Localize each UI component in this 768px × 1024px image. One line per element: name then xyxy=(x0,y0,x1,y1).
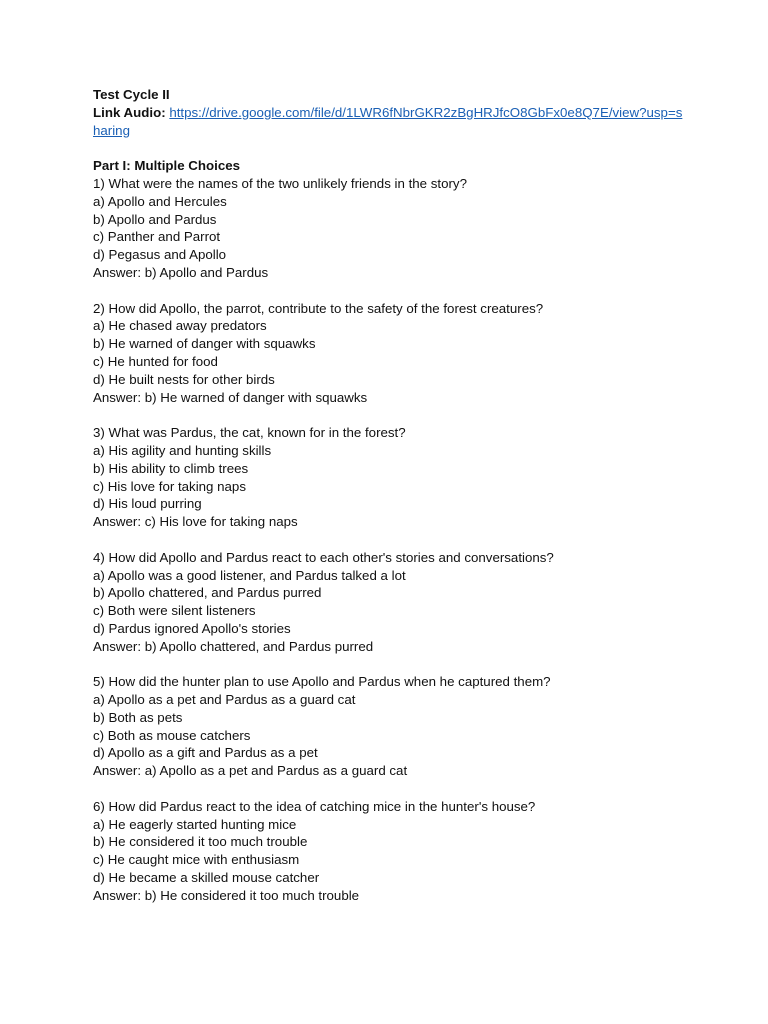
option-c: c) He caught mice with enthusiasm xyxy=(93,852,300,868)
option-d: d) He became a skilled mouse catcher xyxy=(93,870,320,886)
option-b: b) He warned of danger with squawks xyxy=(93,336,316,352)
spacer xyxy=(93,282,683,300)
option-d: d) Pardus ignored Apollo's stories xyxy=(93,620,291,636)
question-text: 5) How did the hunter plan to use Apollo and Pardus when he captured them? xyxy=(93,674,551,690)
option-d: d) His loud purring xyxy=(93,496,202,512)
document-title: Test Cycle II xyxy=(93,87,170,102)
option-a: a) Apollo as a pet and Pardus as a guard cat xyxy=(93,692,356,708)
question-text: 1) What were the names of the two unlikely friends in the story? xyxy=(93,175,467,191)
option-c: c) He hunted for food xyxy=(93,353,218,369)
option-a: a) He eagerly started hunting mice xyxy=(93,816,297,832)
spacer xyxy=(93,531,683,549)
option-a: a) He chased away predators xyxy=(93,318,267,334)
question-block-3 xyxy=(93,424,683,531)
option-b: b) His ability to climb trees xyxy=(93,460,249,476)
question-text: 3) What was Pardus, the cat, known for in the forest? xyxy=(93,425,406,441)
question-text: 6) How did Pardus react to the idea of catching mice in the hunter's house? xyxy=(93,798,536,814)
question-block-2 xyxy=(93,300,683,407)
answer-text: Answer: c) His love for taking naps xyxy=(93,514,298,530)
option-b: b) Both as pets xyxy=(93,709,183,725)
question-block-4 xyxy=(93,549,683,656)
spacer xyxy=(93,780,683,798)
option-c: c) Both as mouse catchers xyxy=(93,727,251,743)
spacer xyxy=(93,406,683,424)
document-page xyxy=(93,86,683,905)
option-c: c) Both were silent listeners xyxy=(93,603,256,619)
question-block-6 xyxy=(93,798,683,905)
answer-text: Answer: a) Apollo as a pet and Pardus as a guard cat xyxy=(93,763,408,779)
part-title: Part I: Multiple Choices xyxy=(93,158,241,174)
option-b: b) Apollo and Pardus xyxy=(93,211,217,227)
option-d: d) Pegasus and Apollo xyxy=(93,247,227,263)
spacer xyxy=(93,656,683,674)
option-c: c) His love for taking naps xyxy=(93,478,246,494)
option-d: d) Apollo as a gift and Pardus as a pet xyxy=(93,745,318,761)
option-d: d) He built nests for other birds xyxy=(93,371,275,387)
answer-text: Answer: b) Apollo and Pardus xyxy=(93,264,269,280)
audio-link-line xyxy=(93,104,683,140)
option-a: a) His agility and hunting skills xyxy=(93,442,272,458)
option-a: a) Apollo and Hercules xyxy=(93,193,227,209)
question-text: 2) How did Apollo, the parrot, contribute to the safety of the forest creatures? xyxy=(93,300,544,316)
answer-text: Answer: b) Apollo chattered, and Pardus purred xyxy=(93,638,374,654)
answer-text: Answer: b) He considered it too much trouble xyxy=(93,887,360,903)
spacer xyxy=(93,139,683,157)
option-c: c) Panther and Parrot xyxy=(93,229,221,245)
question-text: 4) How did Apollo and Pardus react to each other's stories and conversations? xyxy=(93,549,554,565)
question-block-1 xyxy=(93,175,683,282)
audio-link[interactable]: https://drive.google.com/file/d/1LWR6fNbrGKR2zBgHRJfcO8GbFx0e8Q7E/view?usp=sharing xyxy=(93,104,683,138)
question-block-5 xyxy=(93,673,683,780)
option-a: a) Apollo was a good listener, and Pardus talked a lot xyxy=(93,567,406,583)
option-b: b) He considered it too much trouble xyxy=(93,834,308,850)
audio-link-label: Link Audio: xyxy=(93,104,166,120)
option-b: b) Apollo chattered, and Pardus purred xyxy=(93,585,322,601)
answer-text: Answer: b) He warned of danger with squawks xyxy=(93,389,368,405)
